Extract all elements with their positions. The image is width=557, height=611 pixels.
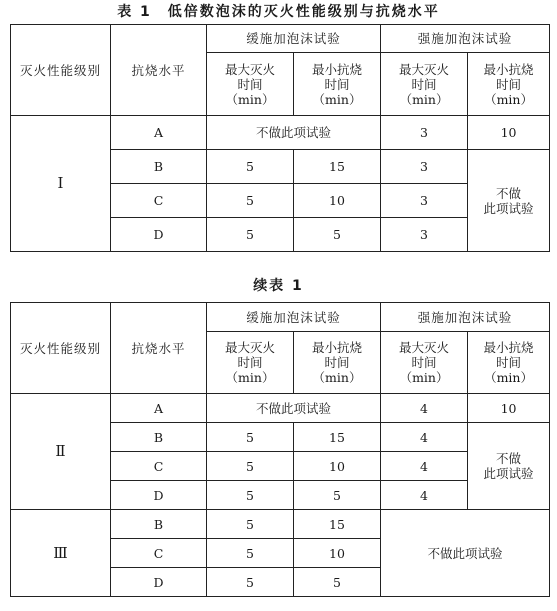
table-row bbox=[11, 116, 550, 150]
header-burnback: 抗烧水平 bbox=[111, 25, 207, 116]
value-cell: 3 bbox=[381, 116, 468, 150]
header-forceful-min-burnback: 最小抗烧 时间 （min） bbox=[468, 53, 550, 116]
value-cell: 15 bbox=[294, 423, 381, 452]
value-cell: 5 bbox=[207, 150, 294, 184]
burnback-cell: A bbox=[111, 116, 207, 150]
header-burnback: 抗烧水平 bbox=[111, 303, 207, 394]
value-cell: 15 bbox=[294, 510, 381, 539]
header-gentle-max-time: 最大灭火 时间 （min） bbox=[207, 53, 294, 116]
table-row bbox=[11, 510, 550, 539]
value-cell: 5 bbox=[207, 568, 294, 597]
header-forceful-group: 强施加泡沫试验 bbox=[381, 303, 550, 332]
burnback-cell: A bbox=[111, 394, 207, 423]
value-cell: 5 bbox=[294, 568, 381, 597]
burnback-cell: D bbox=[111, 568, 207, 597]
header-gentle-max-time: 最大灭火 时间 （min） bbox=[207, 332, 294, 394]
value-cell: 3 bbox=[381, 150, 468, 184]
value-cell: 3 bbox=[381, 184, 468, 218]
value-cell: 5 bbox=[207, 539, 294, 568]
value-cell: 5 bbox=[294, 481, 381, 510]
value-cell: 10 bbox=[294, 452, 381, 481]
header-forceful-max-time: 最大灭火 时间 （min） bbox=[381, 53, 468, 116]
burnback-cell: B bbox=[111, 423, 207, 452]
table2-title: 续表 1 bbox=[253, 278, 304, 294]
value-cell: 5 bbox=[207, 184, 294, 218]
value-cell: 5 bbox=[207, 218, 294, 252]
table1-title: 表 1 低倍数泡沫的灭火性能级别与抗烧水平 bbox=[117, 4, 440, 20]
value-cell: 4 bbox=[381, 394, 468, 423]
burnback-cell: C bbox=[111, 184, 207, 218]
header-gentle-min-burnback: 最小抗烧 时间 （min） bbox=[294, 332, 381, 394]
value-cell: 10 bbox=[294, 184, 381, 218]
burnback-cell: B bbox=[111, 510, 207, 539]
table1 bbox=[10, 24, 550, 252]
value-cell: 10 bbox=[294, 539, 381, 568]
value-cell: 5 bbox=[207, 481, 294, 510]
header-gentle-group: 缓施加泡沫试验 bbox=[207, 303, 381, 332]
value-cell: 4 bbox=[381, 481, 468, 510]
header-gentle-group: 缓施加泡沫试验 bbox=[207, 25, 381, 53]
value-cell: 10 bbox=[468, 116, 550, 150]
table2 bbox=[10, 302, 550, 597]
value-cell: 5 bbox=[207, 510, 294, 539]
burnback-cell: D bbox=[111, 218, 207, 252]
value-cell: 15 bbox=[294, 150, 381, 184]
burnback-cell: B bbox=[111, 150, 207, 184]
header-forceful-max-time: 最大灭火 时间 （min） bbox=[381, 332, 468, 394]
burnback-cell: C bbox=[111, 452, 207, 481]
value-cell: 5 bbox=[207, 423, 294, 452]
value-cell: 4 bbox=[381, 452, 468, 481]
merged-not-tested-cell: 不做此项试验 bbox=[207, 116, 381, 150]
value-cell: 4 bbox=[381, 423, 468, 452]
value-cell: 5 bbox=[294, 218, 381, 252]
header-gentle-min-burnback: 最小抗烧 时间 （min） bbox=[294, 53, 381, 116]
level-cell: Ⅰ bbox=[11, 116, 111, 252]
level-cell: Ⅱ bbox=[11, 394, 111, 510]
header-level: 灭火性能级别 bbox=[11, 303, 111, 394]
value-cell: 10 bbox=[468, 394, 550, 423]
value-cell: 5 bbox=[207, 452, 294, 481]
value-cell: 3 bbox=[381, 218, 468, 252]
merged-not-tested-cell: 不做此项试验 bbox=[381, 510, 550, 597]
burnback-cell: C bbox=[111, 539, 207, 568]
header-forceful-group: 强施加泡沫试验 bbox=[381, 25, 550, 53]
merged-not-tested-cell: 不做 此项试验 bbox=[468, 150, 550, 252]
level-cell: Ⅲ bbox=[11, 510, 111, 597]
table-row bbox=[11, 394, 550, 423]
merged-not-tested-cell: 不做此项试验 bbox=[207, 394, 381, 423]
merged-not-tested-cell: 不做 此项试验 bbox=[468, 423, 550, 510]
burnback-cell: D bbox=[111, 481, 207, 510]
header-forceful-min-burnback: 最小抗烧 时间 （min） bbox=[468, 332, 550, 394]
header-level: 灭火性能级别 bbox=[11, 25, 111, 116]
